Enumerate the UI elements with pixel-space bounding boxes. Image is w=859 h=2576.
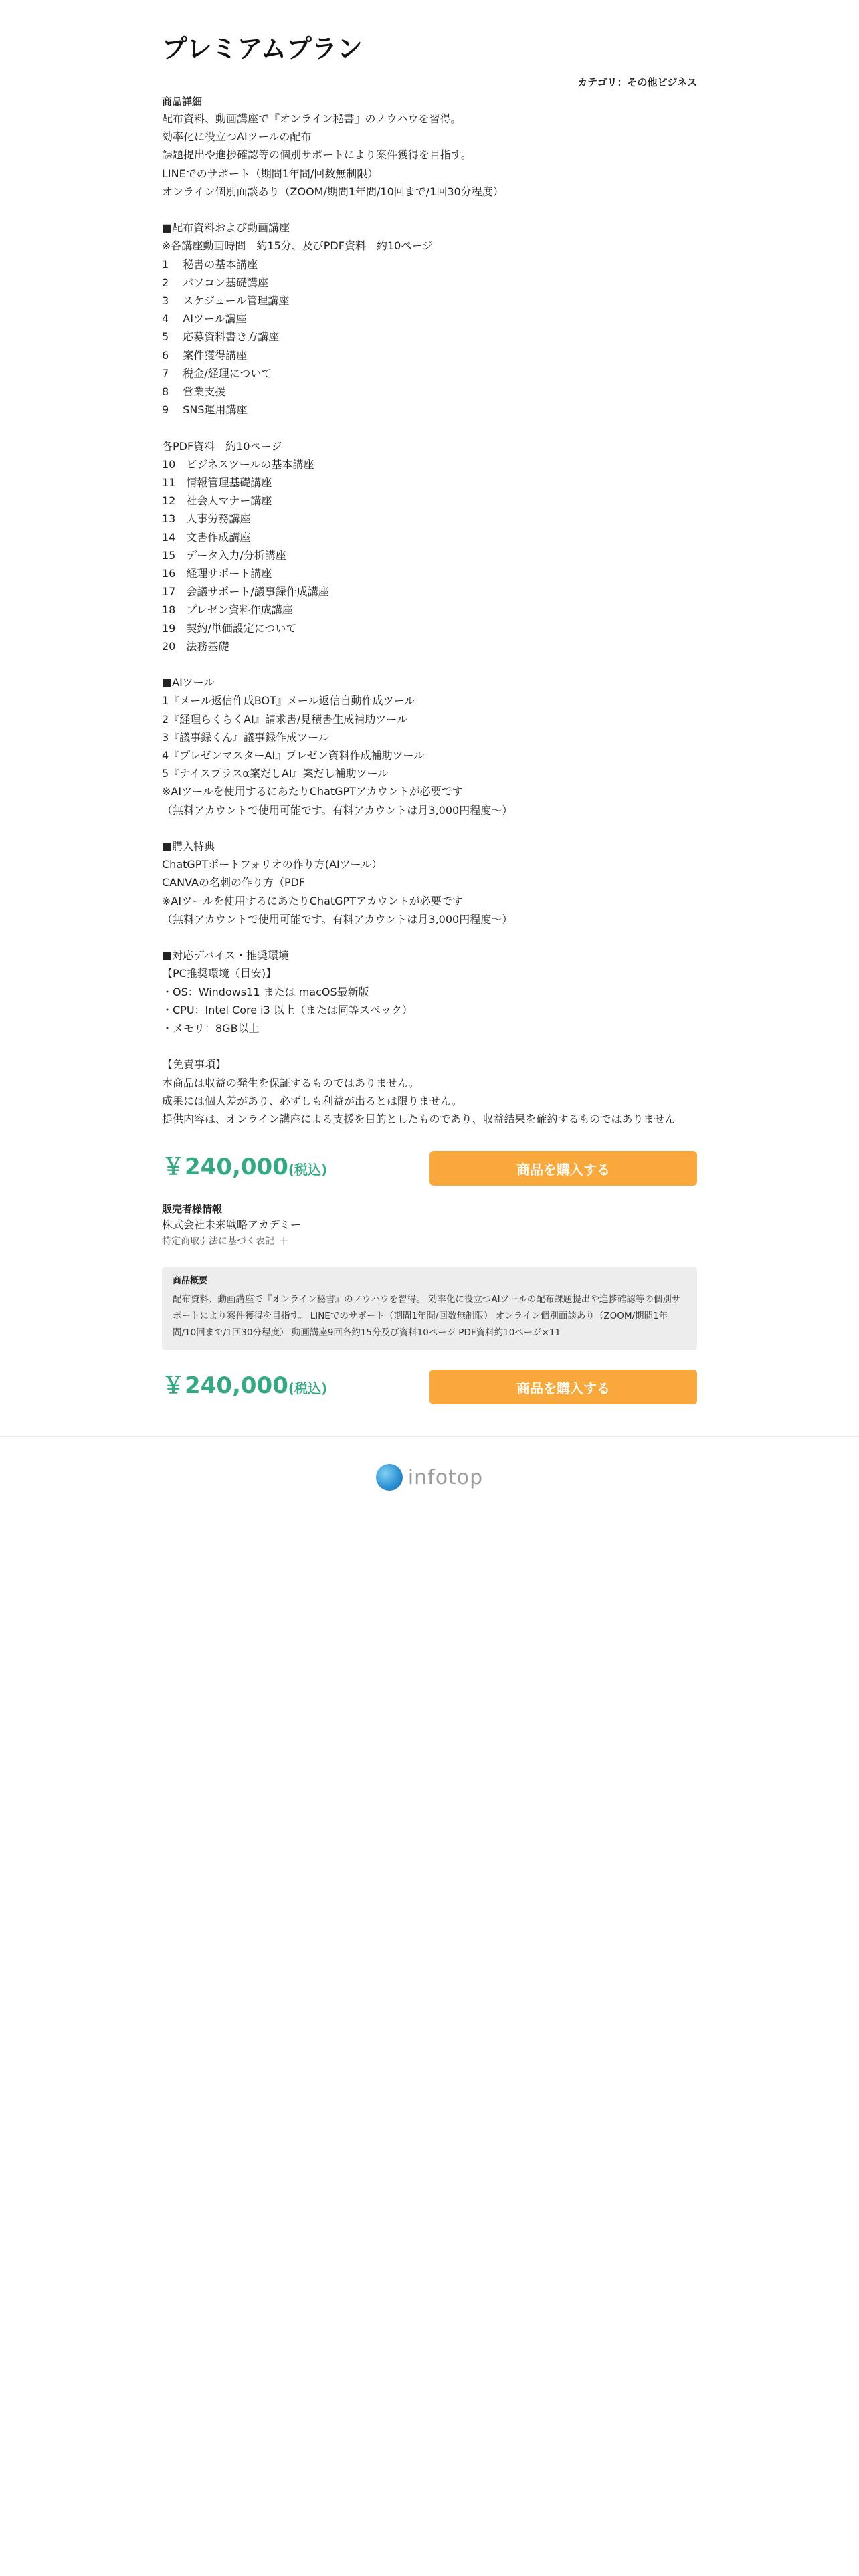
seller-name: 株式会社未来戦略アカデミー <box>162 1218 301 1232</box>
description-line: 3 スケジュール管理講座 <box>162 294 290 308</box>
description-line: ※AIツールを使用するにあたりChatGPTアカウントが必要です <box>162 785 463 798</box>
description-line: ※各講座動画時間 約15分、及びPDF資料 約10ページ <box>162 239 433 253</box>
description-line: 8 営業支援 <box>162 385 226 399</box>
purchase-row-top <box>162 1150 697 1187</box>
globe-logo-icon <box>376 1464 403 1491</box>
description-line: 2 パソコン基礎講座 <box>162 276 268 289</box>
description-line: ■配布資料および動画講座 <box>162 221 290 235</box>
description-line: 効率化に役立つAIツールの配布 <box>162 130 312 144</box>
description-line: 10 ビジネスツールの基本講座 <box>162 457 314 471</box>
description-line: ・メモリ：8GB以上 <box>162 1022 260 1035</box>
description-line: 提供内容は、オンライン講座による支援を目的としたものであり、収益結果を確約するものではありません <box>162 1113 676 1126</box>
description-line <box>162 655 697 673</box>
description-line: 16 経理サポート講座 <box>162 567 272 580</box>
description-line <box>162 201 697 219</box>
description-line: 4『プレゼンマスターAI』プレゼン資料作成補助ツール <box>162 749 425 762</box>
description-line: ■対応デバイス・推奨環境 <box>162 949 289 962</box>
description-line <box>162 819 697 837</box>
description-line: 本商品は収益の発生を保証するものではありません。 <box>162 1076 419 1089</box>
price-tax-label: (税込) <box>288 1162 328 1178</box>
price-tax-label: (税込) <box>288 1380 328 1397</box>
product-description <box>162 110 697 1128</box>
description-line: 5『ナイスプラスα案だしAI』案だし補助ツール <box>162 767 389 780</box>
description-line: 各PDF資料 約10ページ <box>162 439 282 453</box>
page-title: プレミアムプラン <box>162 34 363 64</box>
description-line <box>162 928 697 946</box>
description-line: CANVAの名刺の作り方（PDF <box>162 876 306 889</box>
description-line <box>162 1037 697 1055</box>
description-line: 1 秘書の基本講座 <box>162 257 258 271</box>
summary-text: 配布資料、動画講座で『オンライン秘書』のノウハウを習得。 効率化に役立つAIツールの配布課題提出や進捗確認等の個別サポートにより案件獲得を目指す。 LINEでのサポート（期間1年間/回数無制限） オンライン個別面談あり（ZOOM/期間1年間/10回まで/1回30分程度） 動画講座9回各約15分及び資料10ページ PDF資料約10ページ×11 <box>173 1294 681 1339</box>
description-line: 6 案件獲得講座 <box>162 348 248 362</box>
description-line: 1『メール返信作成BOT』メール返信自動作成ツール <box>162 694 415 708</box>
description-line: 18 プレゼン資料作成講座 <box>162 603 293 617</box>
description-line: 13 人事労務講座 <box>162 512 251 526</box>
description-line: 11 情報管理基礎講座 <box>162 476 272 490</box>
seller-heading: 販売者様情報 <box>162 1203 223 1216</box>
description-line: ■購入特典 <box>162 840 215 853</box>
product-summary <box>162 1267 697 1350</box>
detail-heading: 商品詳細 <box>162 96 203 108</box>
purchase-row-bottom <box>162 1368 697 1406</box>
description-line: 【免責事項】 <box>162 1058 227 1071</box>
plus-icon: ＋ <box>278 1235 290 1248</box>
description-line: ※AIツールを使用するにあたりChatGPTアカウントが必要です <box>162 894 463 907</box>
description-line: 成果には個人差があり、必ずしも利益が出るとは限りません。 <box>162 1094 462 1107</box>
commerce-law-link[interactable] <box>162 1234 697 1249</box>
buy-button[interactable]: 商品を購入する <box>430 1370 697 1404</box>
description-line: （無料アカウントで使用可能です。有料アカウントは月3,000円程度〜） <box>162 803 513 817</box>
description-line: 19 契約/単価設定について <box>162 621 297 635</box>
description-line: 9 SNS運用講座 <box>162 403 248 417</box>
description-line: ■AIツール <box>162 676 215 689</box>
description-line: ChatGPTポートフォリオの作り方(AIツール） <box>162 858 383 871</box>
description-line: 5 応募資料書き方講座 <box>162 330 280 344</box>
description-line: 【PC推奨環境（目安)】 <box>162 967 277 980</box>
buy-button[interactable]: 商品を購入する <box>430 1151 697 1186</box>
description-line: 課題提出や進捗確認等の個別サポートにより案件獲得を目指す。 <box>162 148 472 162</box>
description-line: 12 社会人マナー講座 <box>162 494 272 508</box>
category-label: カテゴリ：その他ビジネス <box>577 76 697 88</box>
price <box>162 1372 327 1402</box>
description-line: （無料アカウントで使用可能です。有料アカウントは月3,000円程度〜） <box>162 912 513 926</box>
description-line: 17 会議サポート/議事録作成講座 <box>162 585 329 599</box>
commerce-law-link-label: 特定商取引法に基づく表記 <box>162 1236 274 1247</box>
description-line: オンライン個別面談あり（ZOOM/期間1年間/10回まで/1回30分程度） <box>162 185 504 198</box>
description-line: ・CPU：Intel Core i3 以上（または同等スペック） <box>162 1003 413 1016</box>
price <box>162 1154 327 1183</box>
description-line: 20 法務基礎 <box>162 639 229 653</box>
summary-heading: 商品概要 <box>173 1276 208 1287</box>
description-line: LINEでのサポート（期間1年間/回数無制限） <box>162 167 379 180</box>
description-line: 配布資料、動画講座で『オンライン秘書』のノウハウを習得。 <box>162 112 462 125</box>
description-line: 4 AIツール講座 <box>162 312 247 326</box>
description-line: 14 文書作成講座 <box>162 530 251 544</box>
description-line: 7 税金/経理について <box>162 366 272 380</box>
description-line: 15 データ入力/分析講座 <box>162 548 286 562</box>
footer <box>0 1437 859 1517</box>
description-line: 3『議事録くん』議事録作成ツール <box>162 730 329 744</box>
infotop-logo[interactable]: infotop <box>407 1465 484 1489</box>
price-amount: ￥240,000 <box>162 1154 288 1181</box>
description-line <box>162 419 697 437</box>
description-line: ・OS：Windows11 または macOS最新版 <box>162 985 369 998</box>
price-amount: ￥240,000 <box>162 1372 288 1400</box>
product-page <box>162 0 697 1406</box>
description-line: 2『経理らくらくAI』請求書/見積書生成補助ツール <box>162 712 407 726</box>
